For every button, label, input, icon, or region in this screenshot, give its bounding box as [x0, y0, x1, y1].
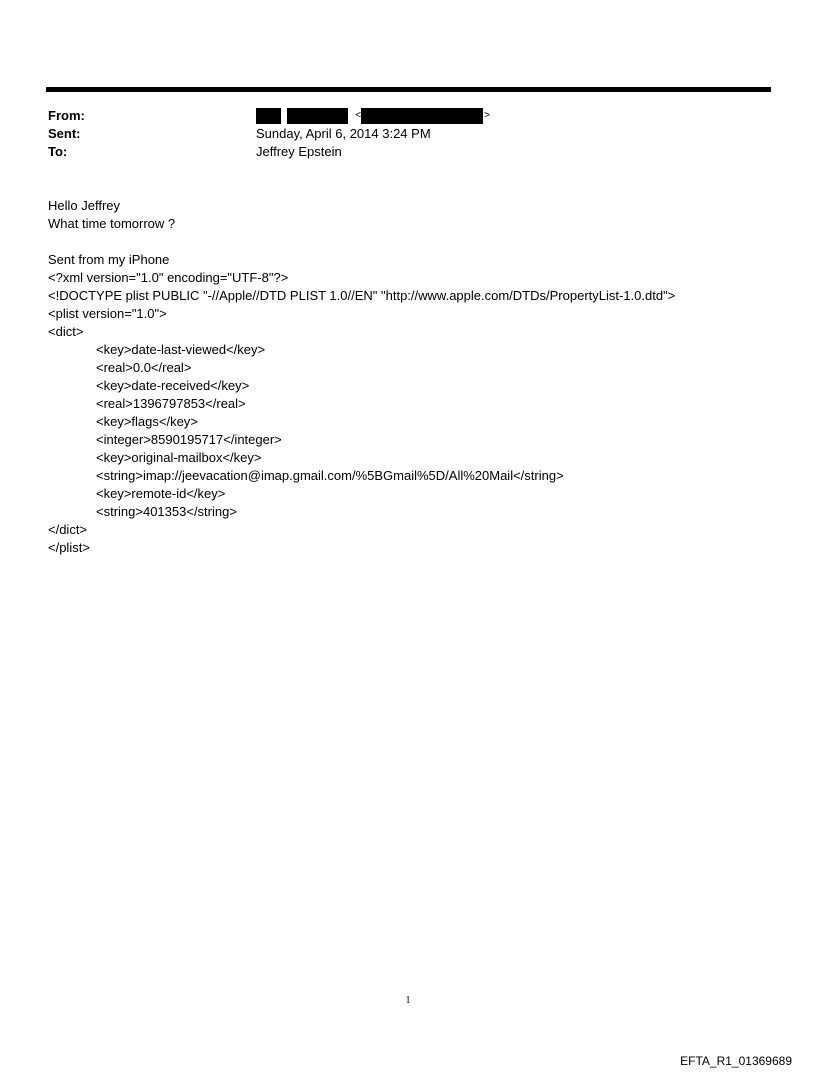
to-value: Jeffrey Epstein [256, 144, 342, 159]
from-value [256, 107, 490, 126]
question-line: What time tomorrow ? [48, 216, 176, 231]
sent-row [48, 125, 768, 143]
doctype-line: <!DOCTYPE plist PUBLIC "-//Apple//DTD PLIST 1.0//EN" "http://www.apple.com/DTDs/PropertyList-1.0.dtd"> [48, 288, 676, 303]
sent-label: Sent: [48, 126, 81, 141]
from-row [48, 107, 768, 125]
dict-open-line: <dict> [48, 324, 84, 339]
dict-entry-line: <key>date-last-viewed</key> [96, 342, 266, 357]
dict-entry-line: <key>remote-id</key> [96, 486, 226, 501]
dict-entry-line: <key>flags</key> [96, 414, 198, 429]
bates-number: EFTA_R1_01369689 [680, 1054, 792, 1068]
dict-entry-line: <key>original-mailbox</key> [96, 450, 262, 465]
from-label: From: [48, 108, 85, 123]
from-email-close: > [484, 109, 490, 121]
greeting-line: Hello Jeffrey [48, 198, 121, 213]
redaction-block [287, 108, 348, 124]
dict-close-line: </dict> [48, 522, 88, 537]
signature-line: Sent from my iPhone [48, 252, 170, 267]
plist-open-line: <plist version="1.0"> [48, 306, 167, 321]
dict-entry-line: <key>date-received</key> [96, 378, 250, 393]
to-row [48, 143, 768, 161]
redaction-block [361, 108, 483, 124]
sent-value: Sunday, April 6, 2014 3:24 PM [256, 126, 431, 141]
dict-entry-line: <string>imap://jeevacation@imap.gmail.com/%5BGmail%5D/All%20Mail</string> [96, 468, 564, 483]
dict-entry-line: <integer>8590195717</integer> [96, 432, 282, 447]
header-rule [46, 87, 771, 92]
xml-declaration-line: <?xml version="1.0" encoding="UTF-8"?> [48, 270, 289, 285]
dict-entry-line: <real>0.0</real> [96, 360, 192, 375]
redaction-block [256, 108, 281, 124]
to-label: To: [48, 144, 68, 159]
dict-entry-line: <string>401353</string> [96, 504, 237, 519]
plist-close-line: </plist> [48, 540, 90, 555]
dict-entry-line: <real>1396797853</real> [96, 396, 246, 411]
from-email-open: < [355, 109, 362, 121]
page-number: 1 [405, 995, 411, 1006]
